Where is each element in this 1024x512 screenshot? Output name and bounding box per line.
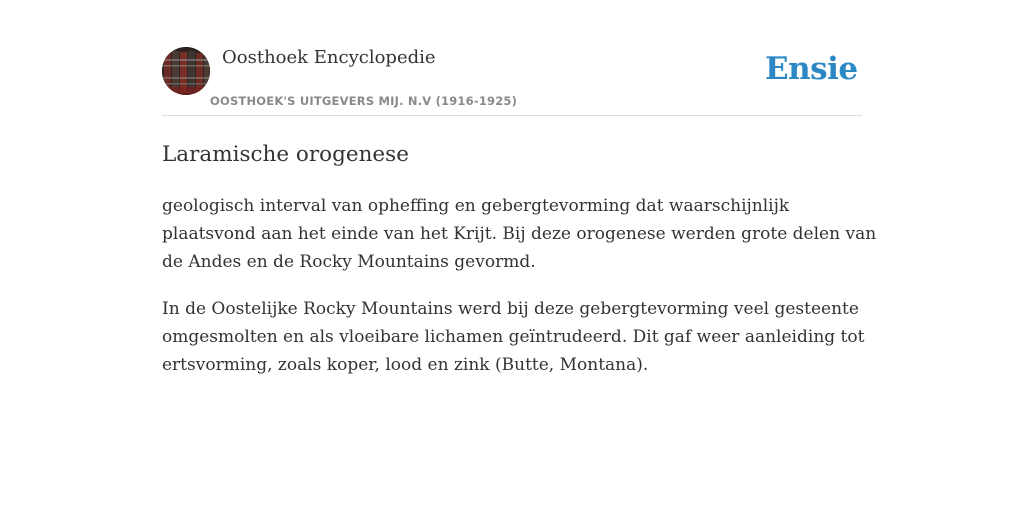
text-line: In de Oostelijke Rocky Mountains werd bij deze gebergtevorming veel gesteente — [162, 299, 859, 319]
text-line: de Andes en de Rocky Mountains gevormd. — [162, 252, 536, 272]
entry-body — [162, 192, 877, 398]
site-title[interactable]: Oosthoek Encyclopedie — [222, 47, 436, 68]
text-line: plaatsvond aan het einde van het Krijt. Bij deze orogenese werden grote delen van — [162, 224, 877, 244]
text-line: omgesmolten en als vloeibare lichamen geïntrudeerd. Dit gaf weer aanleiding tot — [162, 327, 865, 347]
encyclopedia-books-icon — [162, 47, 210, 95]
entry-title: Laramische orogenese — [162, 142, 409, 167]
avatar[interactable] — [162, 47, 210, 95]
header-divider — [162, 115, 862, 116]
text-line: ertsvorming, zoals koper, lood en zink (Butte, Montana). — [162, 355, 649, 375]
entry-paragraph — [162, 295, 865, 379]
text-line: geologisch interval van opheffing en gebergtevorming dat waarschijnlijk — [162, 196, 790, 216]
entry-paragraph — [162, 192, 877, 276]
brand-logo[interactable]: Ensie — [765, 51, 858, 87]
publisher-label: OOSTHOEK'S UITGEVERS MIJ. N.V (1916-1925) — [210, 94, 518, 108]
